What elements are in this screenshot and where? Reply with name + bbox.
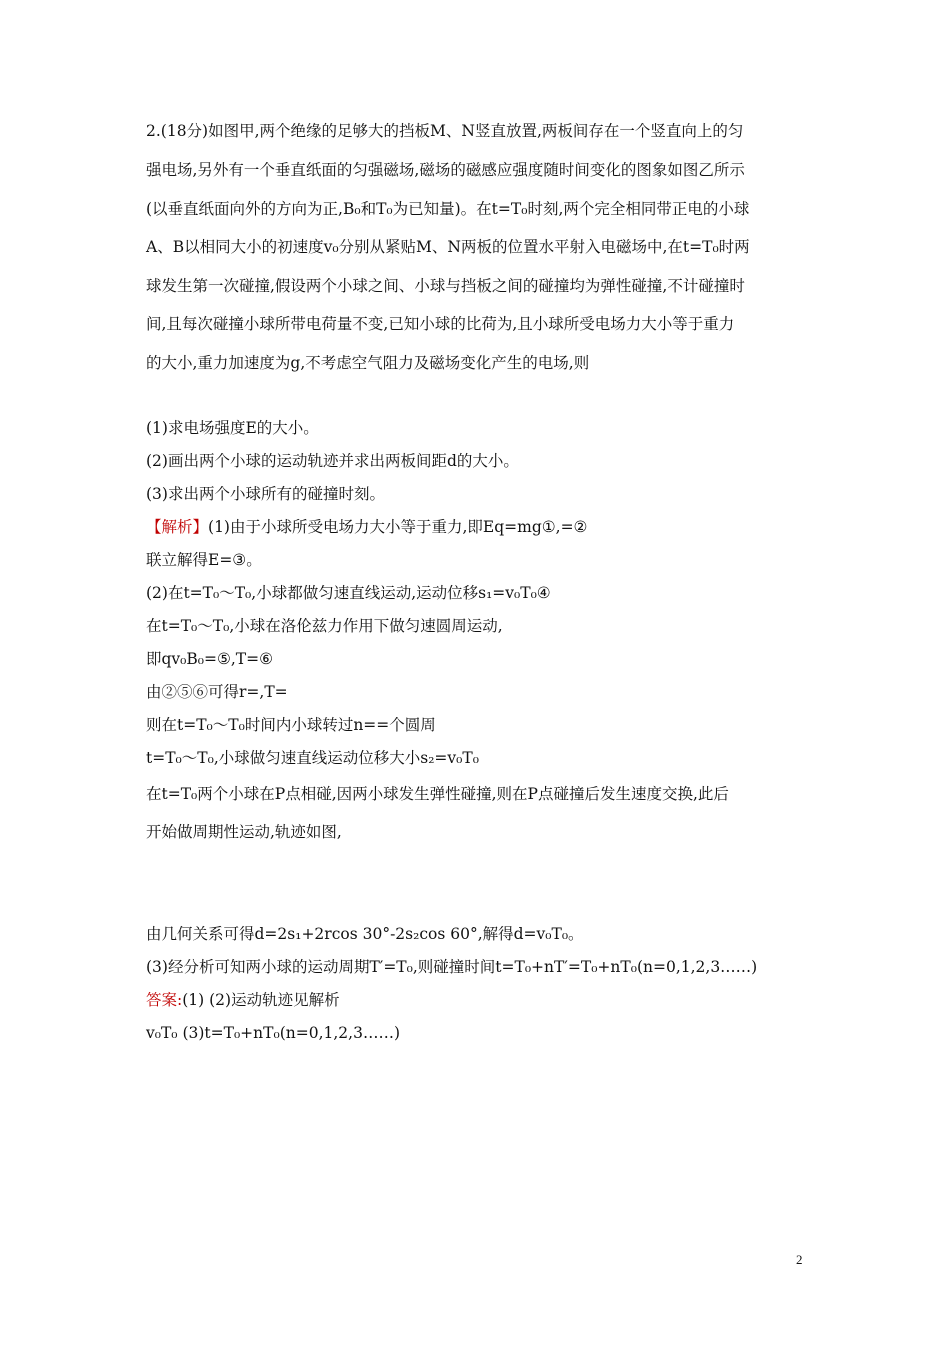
problem-line-5: 球发生第一次碰撞,假设两个小球之间、小球与挡板之间的碰撞均为弹性碰撞,不计碰撞时 bbox=[146, 277, 745, 295]
solution-label: 【解析】 bbox=[146, 518, 209, 536]
solution-line: 在t=T₀两个小球在P点相碰,因两小球发生弹性碰撞,则在P点碰撞后发生速度交换,此后 bbox=[146, 785, 729, 803]
answer-first-line bbox=[146, 990, 340, 1010]
answer-second-line: v₀T₀ (3)t=T₀+nT₀(n=0,1,2,3……) bbox=[146, 1024, 400, 1042]
solution-line: 在t=T₀～T₀,小球在洛伦兹力作用下做匀速圆周运动, bbox=[146, 617, 503, 635]
problem-line-2: 强电场,另外有一个垂直纸面的匀强磁场,磁场的磁感应强度随时间变化的图象如图乙所示 bbox=[146, 161, 745, 179]
problem-line-6: 间,且每次碰撞小球所带电荷量不变,已知小球的比荷为,且小球所受电场力大小等于重力 bbox=[146, 315, 735, 333]
solution-line: (2)在t=T₀～T₀,小球都做匀速直线运动,运动位移s₁=v₀T₀④ bbox=[146, 584, 551, 602]
question-2: (2)画出两个小球的运动轨迹并求出两板间距d的大小。 bbox=[146, 452, 519, 470]
solution-line: 联立解得E=③。 bbox=[146, 551, 262, 569]
page-number: 2 bbox=[796, 1252, 803, 1267]
solution-line: 即qv₀B₀=⑤,T=⑥ bbox=[146, 650, 274, 668]
problem-line-4: A、B以相同大小的初速度v₀分别从紧贴M、N两板的位置水平射入电磁场中,在t=T₀时两 bbox=[146, 238, 750, 256]
solution-line: 由②⑤⑥可得r=,T= bbox=[146, 683, 288, 701]
answer-first-text: (1) (2)运动轨迹见解析 bbox=[182, 991, 340, 1009]
solution-line: 则在t=T₀～T₀时间内小球转过n==个圆周 bbox=[146, 716, 436, 734]
problem-line-7: 的大小,重力加速度为g,不考虑空气阻力及磁场变化产生的电场,则 bbox=[146, 354, 590, 372]
solution-line: 开始做周期性运动,轨迹如图, bbox=[146, 823, 342, 841]
solution-first-text: (1)由于小球所受电场力大小等于重力,即Eq=mg①,=② bbox=[208, 518, 588, 536]
question-3: (3)求出两个小球所有的碰撞时刻。 bbox=[146, 485, 385, 503]
problem-line-1: 2.(18分)如图甲,两个绝缘的足够大的挡板M、N竖直放置,两板间存在一个竖直向上的匀 bbox=[146, 122, 744, 140]
question-1: (1)求电场强度E的大小。 bbox=[146, 419, 319, 437]
solution-period-line: (3)经分析可知两小球的运动周期T′=T₀,则碰撞时间t=T₀+nT′=T₀+nT₀(n=0,1,2,3……) bbox=[146, 958, 758, 976]
solution-first-line bbox=[146, 517, 587, 537]
answer-label: 答案: bbox=[146, 991, 183, 1009]
solution-geometry-line: 由几何关系可得d=2s₁+2rcos 30°-2s₂cos 60°,解得d=v₀T₀。 bbox=[146, 925, 584, 943]
solution-line: t=T₀～T₀,小球做匀速直线运动位移大小s₂=v₀T₀ bbox=[146, 749, 479, 767]
problem-line-3: (以垂直纸面向外的方向为正,B₀和T₀为已知量)。在t=T₀时刻,两个完全相同带正电的小球 bbox=[146, 200, 750, 218]
